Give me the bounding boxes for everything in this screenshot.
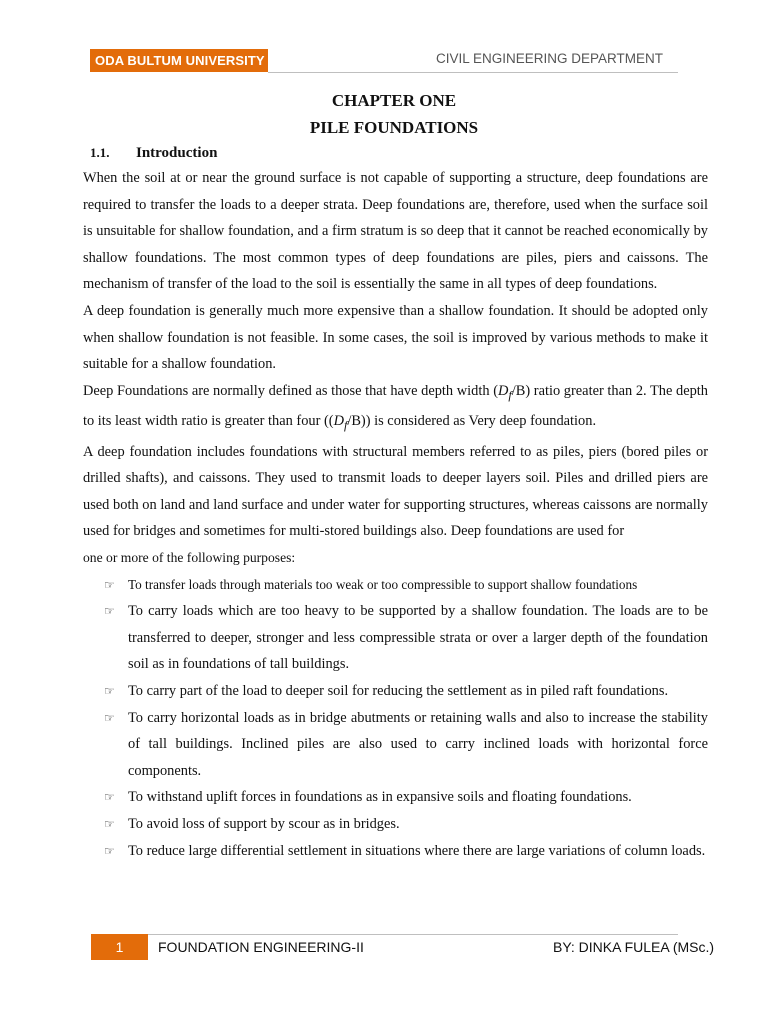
page-number: 1: [91, 934, 148, 960]
author-credit: BY: DINKA FULEA (MSc.): [553, 939, 715, 955]
paragraph-definition: [83, 378, 708, 439]
pointing-hand-icon: ☞: [104, 790, 115, 805]
document-body: [83, 165, 708, 864]
list-item: [83, 811, 708, 838]
list-item: [83, 838, 708, 865]
course-title: FOUNDATION ENGINEERING-II: [158, 939, 364, 955]
header-divider: [268, 72, 678, 73]
section-title: Introduction: [136, 145, 218, 161]
list-item-text: To transfer loads through materials too weak or too compressible to support shallow foundations: [128, 576, 638, 592]
list-item-text: To carry horizontal loads as in bridge abutments or retaining walls and also to increase the stability of tall buildings. Inclined piles are also used to carry inclined loads with horizontal force components.: [128, 709, 708, 779]
department-name: CIVIL ENGINEERING DEPARTMENT: [436, 51, 664, 66]
pointing-hand-icon: ☞: [104, 817, 115, 831]
footer-divider: [148, 934, 678, 935]
list-item-text: To carry part of the load to deeper soil for reducing the settlement as in piled raft foundations.: [128, 683, 669, 700]
list-item-text: To avoid loss of support by scour as in bridges.: [128, 816, 400, 832]
chapter-title: PILE FOUNDATIONS: [309, 118, 479, 137]
math-d-f: $D_f$: [498, 382, 512, 402]
pointing-hand-icon: ☞: [104, 684, 115, 699]
list-item: [83, 598, 708, 678]
math-d-f-2: $D_f$: [333, 413, 348, 433]
university-badge: ODA BULTUM UNIVERSITY: [90, 49, 268, 72]
pointing-hand-icon: ☞: [104, 843, 115, 858]
definition-text-c: /B)) is considered as Very deep foundation.: [347, 413, 597, 430]
list-item-text: To reduce large differential settlement in situations where there are large variations of column loads.: [128, 842, 706, 859]
list-item: [83, 678, 708, 705]
list-item: [83, 784, 708, 811]
list-item: [83, 572, 708, 599]
list-item-text: To carry loads which are too heavy to be supported by a shallow foundation. The loads are to be transferred to deeper, stronger and less compressible strata or over a larger depth of the foundation soil as in foundations of tall buildings.: [128, 603, 708, 673]
section-heading: [90, 145, 217, 162]
section-number: 1.1.: [90, 145, 110, 160]
paragraph-cost: A deep foundation is generally much more expensive than a shallow foundation. It should be adopted only when shallow foundation is not feasible. In some cases, the soil is improved by various methods to make it suitable for a shallow foundation.: [83, 302, 708, 373]
pointing-hand-icon: ☞: [104, 710, 115, 725]
purposes-list: [83, 572, 708, 865]
definition-text-a: Deep Foundations are normally defined as those that have depth width (: [83, 382, 498, 399]
paragraph-intro: When the soil at or near the ground surface is not capable of supporting a structure, deep foundations are required to transfer the loads to a deeper strata. Deep foundations are, therefore, used when the surface soil is unsuitable for shallow foundation, and a firm stratum is so deep that it cannot be reached economically by shallow foundations. The most common types of deep foundations are piles, piers and caissons. The mechanism of transfer of the load to the soil is essentially the same in all types of deep foundations.: [83, 170, 708, 293]
pointing-hand-icon: ☞: [104, 577, 115, 592]
definition-text-b: /B) ratio greater than 2. The depth to its least width ratio is greater than four ((: [83, 382, 708, 430]
pointing-hand-icon: ☞: [104, 604, 115, 619]
paragraph-purposes-lead: one or more of the following purposes:: [83, 550, 296, 566]
list-item: [83, 705, 708, 785]
list-item-text: To withstand uplift forces in foundations as in expansive soils and floating foundations.: [128, 789, 632, 806]
chapter-label: CHAPTER ONE: [331, 91, 457, 110]
paragraph-types: A deep foundation includes foundations with structural members referred to as piles, piers (bored piles or drilled shafts), and caissons. They used to transmit loads to deeper layers soil. Piles and drilled piers are used both on land and land surface and under water for supporting structures, whereas caissons are normally used for bridges and sometimes for multi-stored buildings also. Deep foundations are used for: [83, 443, 708, 540]
